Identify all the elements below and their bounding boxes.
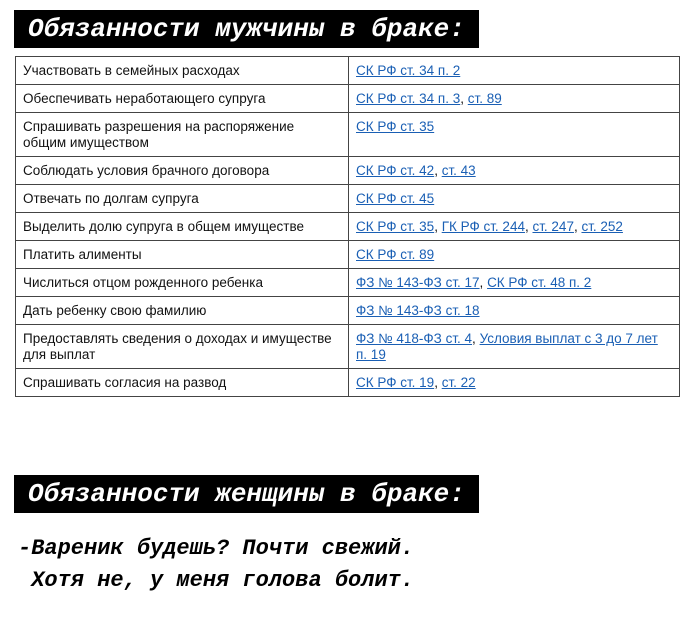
law-reference-link[interactable]: ст. 89 bbox=[467, 91, 502, 106]
law-reference-link[interactable]: СК РФ ст. 42 bbox=[356, 163, 435, 178]
law-reference-cell: СК РФ ст. 19, ст. 22 bbox=[349, 369, 680, 397]
law-reference-link[interactable]: ст. 247 bbox=[532, 219, 574, 234]
law-reference-cell: ФЗ № 418-ФЗ ст. 4, Условия выплат с 3 до 7 лет п. 19 bbox=[349, 325, 680, 369]
law-reference-link[interactable]: ст. 252 bbox=[581, 219, 623, 234]
table-row bbox=[16, 213, 680, 241]
law-reference-cell: ФЗ № 143-ФЗ ст. 17, СК РФ ст. 48 п. 2 bbox=[349, 269, 680, 297]
duty-cell: Участвовать в семейных расходах bbox=[16, 57, 349, 85]
law-reference-link[interactable]: СК РФ ст. 34 п. 2 bbox=[356, 63, 461, 78]
joke-text bbox=[18, 533, 688, 597]
duty-cell: Предоставлять сведения о доходах и имуществе для выплат bbox=[16, 325, 349, 369]
women-duties-title: Обязанности женщины в браке: bbox=[14, 475, 479, 513]
law-reference-link[interactable]: ФЗ № 418-ФЗ ст. 4 bbox=[356, 331, 473, 346]
law-reference-link[interactable]: ФЗ № 143-ФЗ ст. 17 bbox=[356, 275, 480, 290]
men-duties-table bbox=[15, 56, 680, 397]
table-row bbox=[16, 185, 680, 213]
law-reference-link[interactable]: ФЗ № 143-ФЗ ст. 18 bbox=[356, 303, 480, 318]
law-reference-link[interactable]: СК РФ ст. 34 п. 3 bbox=[356, 91, 461, 106]
duty-cell: Спрашивать согласия на развод bbox=[16, 369, 349, 397]
law-reference-cell bbox=[349, 185, 680, 213]
men-duties-title: Обязанности мужчины в браке: bbox=[14, 10, 479, 48]
joke-line-1: -Вареник будешь? Почти свежий. bbox=[18, 536, 415, 561]
table-row bbox=[16, 241, 680, 269]
law-reference-cell: СК РФ ст. 35, ГК РФ ст. 244, ст. 247, ст. 252 bbox=[349, 213, 680, 241]
table-row bbox=[16, 269, 680, 297]
table-row bbox=[16, 297, 680, 325]
law-reference-link[interactable]: СК РФ ст. 19 bbox=[356, 375, 435, 390]
duty-cell: Спрашивать разрешения на распоряжение общим имуществом bbox=[16, 113, 349, 157]
law-reference-link[interactable]: СК РФ ст. 48 п. 2 bbox=[487, 275, 592, 290]
table-row bbox=[16, 325, 680, 369]
law-reference-cell bbox=[349, 57, 680, 85]
table-row bbox=[16, 113, 680, 157]
law-reference-cell: СК РФ ст. 42, ст. 43 bbox=[349, 157, 680, 185]
law-reference-link[interactable]: СК РФ ст. 89 bbox=[356, 247, 435, 262]
law-reference-link[interactable]: ГК РФ ст. 244 bbox=[441, 219, 525, 234]
law-reference-cell bbox=[349, 113, 680, 157]
table-row bbox=[16, 85, 680, 113]
duty-cell: Отвечать по долгам супруга bbox=[16, 185, 349, 213]
table-row bbox=[16, 57, 680, 85]
law-reference-link[interactable]: ст. 22 bbox=[441, 375, 476, 390]
duty-cell: Дать ребенку свою фамилию bbox=[16, 297, 349, 325]
law-reference-cell bbox=[349, 297, 680, 325]
law-reference-cell bbox=[349, 241, 680, 269]
law-reference-link[interactable]: ст. 43 bbox=[441, 163, 476, 178]
duties-table-body bbox=[16, 57, 680, 397]
law-reference-link[interactable]: СК РФ ст. 35 bbox=[356, 119, 435, 134]
duty-cell: Обеспечивать неработающего супруга bbox=[16, 85, 349, 113]
law-reference-cell: СК РФ ст. 34 п. 3, ст. 89 bbox=[349, 85, 680, 113]
joke-line-2: Хотя не, у меня голова болит. bbox=[18, 568, 415, 593]
law-reference-link[interactable]: Условия выплат с 3 до 7 лет п. 19 bbox=[356, 331, 658, 362]
duty-cell: Числиться отцом рожденного ребенка bbox=[16, 269, 349, 297]
table-row bbox=[16, 369, 680, 397]
duty-cell: Выделить долю супруга в общем имуществе bbox=[16, 213, 349, 241]
law-reference-link[interactable]: СК РФ ст. 45 bbox=[356, 191, 435, 206]
law-reference-link[interactable]: СК РФ ст. 35 bbox=[356, 219, 435, 234]
table-row bbox=[16, 157, 680, 185]
duty-cell: Платить алименты bbox=[16, 241, 349, 269]
duty-cell: Соблюдать условия брачного договора bbox=[16, 157, 349, 185]
